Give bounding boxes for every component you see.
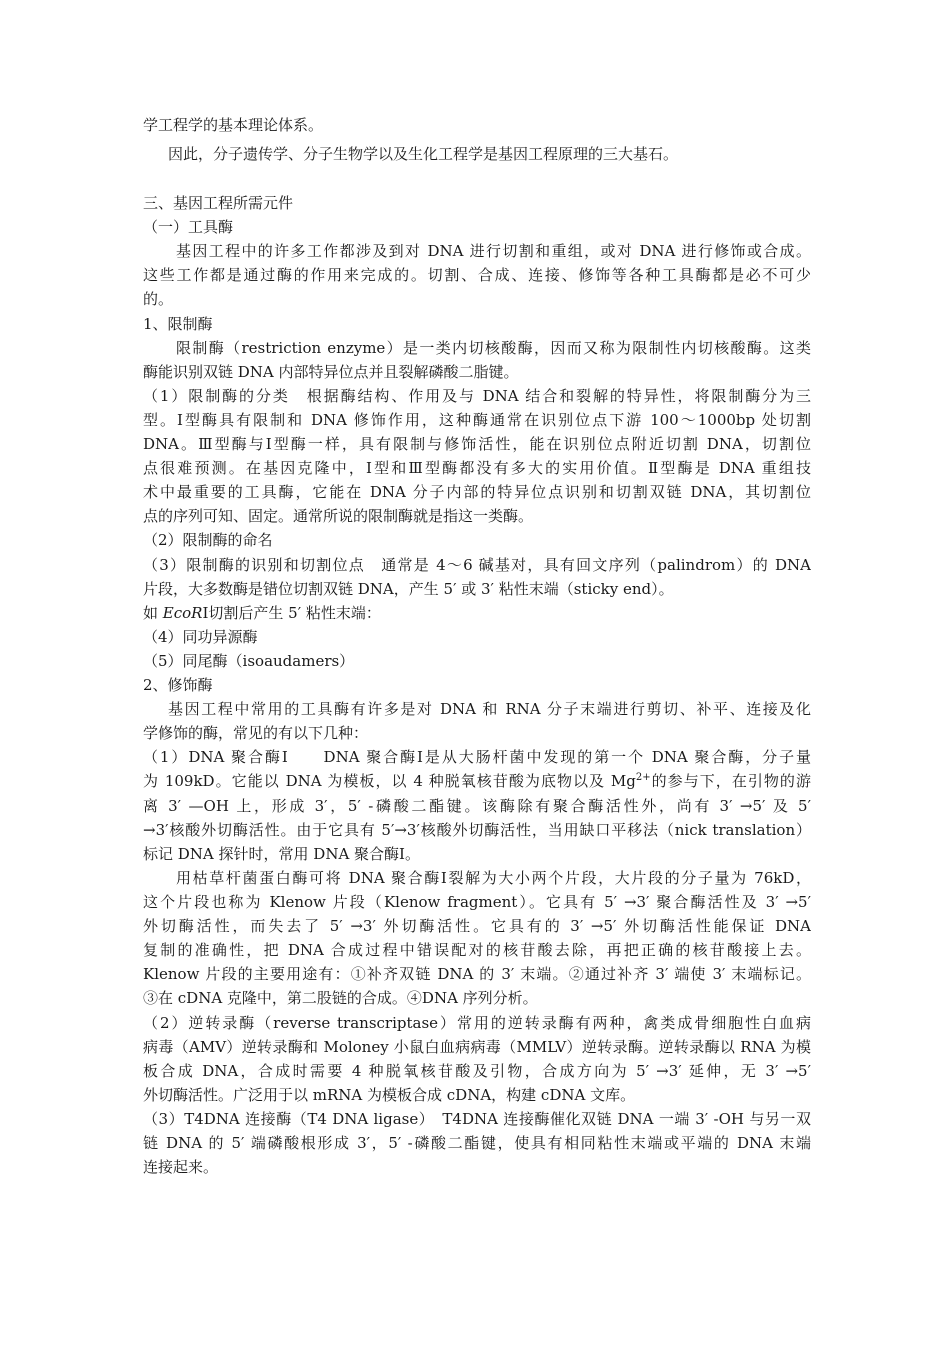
section-heading: 三、基因工程所需元件: [143, 194, 294, 212]
text-line: 链 DNA 的 5′ 端磷酸根形成 3′，5′ -磷酸二酯键，使具有相同粘性末端或平端的 DNA 末端: [143, 1134, 811, 1152]
text-line: （5）同尾酶（isoaudamers）: [143, 652, 355, 670]
text-line: ③在 cDNA 克隆中，第二股链的合成。④DNA 序列分析。: [143, 989, 538, 1007]
text-line: 基因工程中的许多工作都涉及到对 DNA 进行切割和重组，或对 DNA 进行修饰或合成。: [176, 242, 811, 260]
text-line: 这些工作都是通过酶的作用来完成的。切割、合成、连接、修饰等各种工具酶都是必不可少: [143, 266, 811, 284]
text-line: 术中最重要的工具酶，它能在 DNA 分子内部的特异位点识别和切割双链 DNA，其切割位: [143, 483, 811, 501]
item-heading: 1、限制酶: [143, 315, 213, 333]
text-line: （2）限制酶的命名: [143, 531, 273, 549]
text-line: 外切酶活性，而失去了 5′ →3′ 外切酶活性。它具有的 3′ →5′ 外切酶活性能保证 DNA: [143, 917, 811, 935]
text-line: [143, 602, 811, 624]
text-line: 的。: [143, 290, 174, 308]
text-line: （4）同功异源酶: [143, 628, 258, 646]
text-line: DNA。Ⅲ型酶与Ⅰ型酶一样，具有限制与修饰活性，能在识别位点附近切割 DNA，切割位: [143, 435, 811, 453]
text-line: 这个片段也称为 Klenow 片段（Klenow fragment）。它具有 5′ →3′ 聚合酶活性及 3′ →5′: [143, 893, 811, 911]
text-line: →3′核酸外切酶活性。由于它具有 5′→3′核酸外切酶活性，当用缺口平移法（nick translation）: [143, 821, 811, 839]
text-line: 点的序列可知、固定。通常所说的限制酶就是指这一类酶。: [143, 507, 534, 525]
mg-superscript: 2+: [635, 772, 651, 783]
ecor-prefix: 如: [143, 604, 163, 622]
text-line: 学工程学的基本理论体系。: [143, 116, 324, 134]
text-span: 的参与下，在引物的游: [650, 772, 811, 790]
ecor-roman: Ⅰ: [202, 604, 209, 622]
text-line: （3）限制酶的识别和切割位点 通常是 4～6 碱基对，具有回文序列（palindrom）的 DNA: [143, 556, 811, 574]
text-line: 标记 DNA 探针时，常用 DNA 聚合酶Ⅰ。: [143, 845, 420, 863]
text-line: 外切酶活性。广泛用于以 mRNA 为模板合成 cDNA，构建 cDNA 文库。: [143, 1086, 636, 1104]
text-line: （1）DNA 聚合酶Ⅰ DNA 聚合酶Ⅰ是从大肠杆菌中发现的第一个 DNA 聚合酶，分子量: [143, 748, 811, 766]
text-line: [143, 770, 811, 792]
text-line: 基因工程中常用的工具酶有许多是对 DNA 和 RNA 分子末端进行剪切、补平、连接及化: [168, 700, 811, 718]
text-line: 限制酶（restriction enzyme）是一类内切核酸酶，因而又称为限制性内切核酸酶。这类: [176, 339, 811, 357]
item-heading: 2、修饰酶: [143, 676, 213, 694]
ecor-text: 切割后产生 5′ 粘性末端：: [208, 604, 381, 622]
text-line: （1）限制酶的分类 根据酶结构、作用及与 DNA 结合和裂解的特异性，将限制酶分为三: [143, 387, 811, 405]
text-line: 用枯草杆菌蛋白酶可将 DNA 聚合酶Ⅰ裂解为大小两个片段，大片段的分子量为 76kD，: [176, 869, 811, 887]
text-line: 复制的准确性，把 DNA 合成过程中错误配对的核苷酸去除，再把正确的核苷酸接上去。: [143, 941, 811, 959]
text-line: 点很难预测。在基因克隆中，Ⅰ型和Ⅲ型酶都没有多大的实用价值。Ⅱ型酶是 DNA 重组技: [143, 459, 811, 477]
text-line: 因此，分子遗传学、分子生物学以及生化工程学是基因工程原理的三大基石。: [168, 145, 679, 163]
text-line: 片段，大多数酶是错位切割双链 DNA，产生 5′ 或 3′ 粘性末端（sticky end）。: [143, 580, 674, 598]
text-line: （3）T4DNA 连接酶（T4 DNA ligase） T4DNA 连接酶催化双链 DNA 一端 3′ -OH 与另一双: [143, 1110, 811, 1128]
text-span: 为 109kD。它能以 DNA 为模板，以 4 种脱氧核苷酸为底物以及 Mg: [143, 772, 636, 790]
text-line: Klenow 片段的主要用途有：①补齐双链 DNA 的 3′ 末端。②通过补齐 3′ 端使 3′ 末端标记。: [143, 965, 811, 983]
text-line: 学修饰的酶，常见的有以下几种：: [143, 724, 369, 742]
text-line: （2）逆转录酶（reverse transcriptase）常用的逆转录酶有两种，禽类成骨细胞性白血病: [143, 1014, 811, 1032]
ecor-enzyme-name: EcoR: [162, 604, 203, 622]
text-line: 离 3′ —OH 上，形成 3′，5′ -磷酸二酯键。该酶除有聚合酶活性外，尚有 3′ →5′ 及 5′: [143, 797, 811, 815]
subsection-heading: （一）工具酶: [143, 218, 234, 236]
text-line: 板合成 DNA，合成时需要 4 种脱氧核苷酸及引物，合成方向为 5′ →3′ 延伸，无 3′ →5′: [143, 1062, 811, 1080]
text-line: 型。Ⅰ型酶具有限制和 DNA 修饰作用，这种酶通常在识别位点下游 100～1000bp 处切割: [143, 411, 811, 429]
text-line: 酶能识别双链 DNA 内部特异位点并且裂解磷酸二脂键。: [143, 363, 519, 381]
text-line: 连接起来。: [143, 1158, 219, 1176]
text-line: 病毒（AMV）逆转录酶和 Moloney 小鼠白血病病毒（MMLV）逆转录酶。逆转录酶以 RNA 为模: [143, 1038, 811, 1056]
